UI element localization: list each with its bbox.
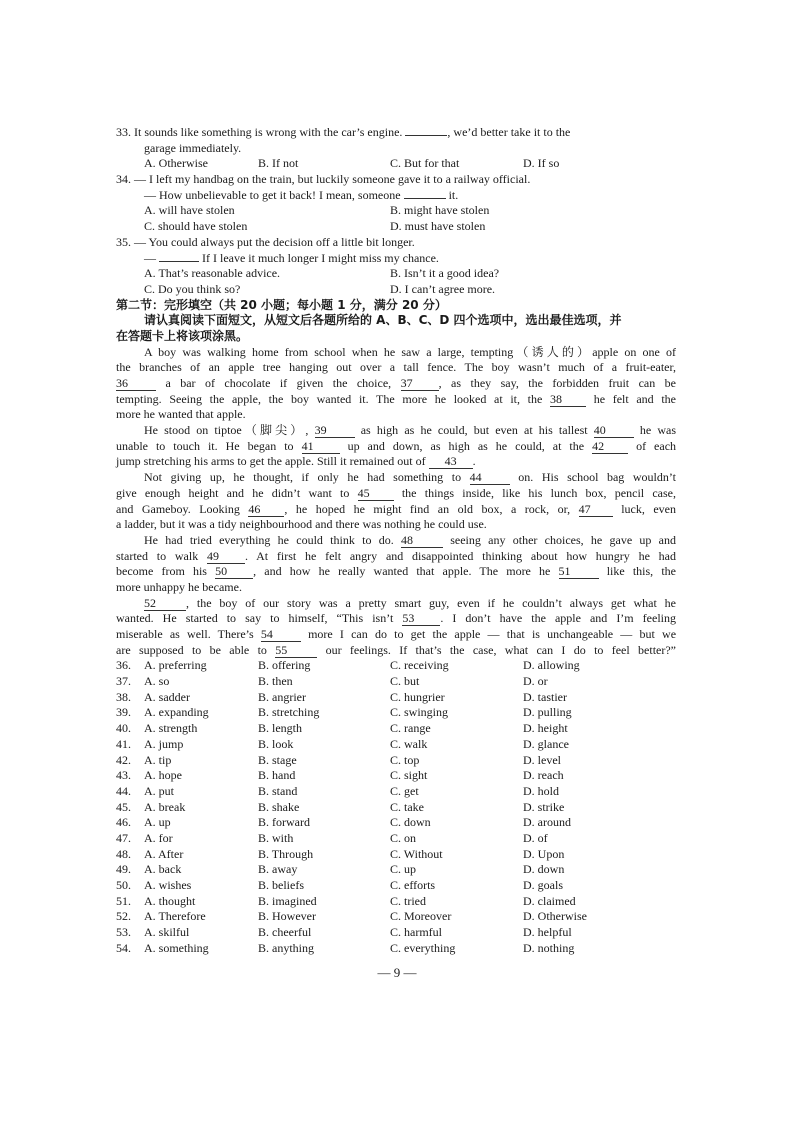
choice-option-b: B. stretching — [258, 705, 320, 720]
choice-number: 40. — [116, 721, 131, 736]
question-34: 34. — I left my handbag on the train, but luckily someone gave it to a railway official. — [116, 172, 531, 187]
choice-option-a: A. put — [144, 783, 174, 798]
question-33 — [116, 125, 676, 141]
choice-option-b: B. beliefs — [258, 878, 304, 892]
choice-option-c: C. tried — [390, 893, 426, 908]
choice-option-b: B. hand — [258, 768, 296, 783]
choice-option-a: A. tip — [144, 752, 172, 767]
blank-42: 42 — [592, 440, 628, 454]
choice-row — [116, 909, 676, 925]
choice-option-c: C. top — [390, 752, 420, 767]
choice-row — [116, 784, 676, 800]
option-d: D. If so — [523, 156, 560, 171]
blank-39: 39 — [315, 424, 355, 438]
choice-option-a: A. something — [144, 940, 209, 955]
option-b: B. might have stolen — [390, 203, 490, 218]
question-35-options — [116, 266, 676, 282]
blank-41: 41 — [302, 440, 340, 454]
choice-number: 41. — [116, 736, 131, 751]
blank-40: 40 — [594, 424, 634, 438]
passage-line: give enough height and he didn’t want to 45 the things inside, like his lunch box, pencil case, — [116, 485, 676, 500]
choice-option-b: B. Through — [258, 846, 314, 861]
choice-option-c: C. range — [390, 721, 431, 736]
choice-option-a: A. thought — [144, 893, 196, 908]
choice-option-a: A. wishes — [144, 878, 192, 892]
blank-50: 50 — [215, 565, 253, 579]
choice-option-d: D. Upon — [523, 846, 565, 861]
choice-option-c: C. swinging — [390, 705, 449, 720]
choice-row — [116, 705, 676, 721]
choice-option-b: B. offering — [258, 658, 311, 673]
choice-number: 45. — [116, 799, 131, 814]
choice-row — [116, 925, 676, 941]
choice-option-b: B. angrier — [258, 689, 306, 704]
choice-row — [116, 815, 676, 831]
choice-option-a: A. back — [144, 862, 182, 877]
choice-option-d: D. tastier — [523, 689, 567, 704]
passage-line: jump stretching his arms to get the apple. Still it remained out of 43 . — [116, 454, 476, 469]
passage-line: and Gameboy. Looking 46 , he hoped he might find an old box, a rock, or, 47 luck, even — [116, 501, 677, 516]
choice-option-c: C. on — [390, 830, 417, 845]
choice-number: 38. — [116, 689, 131, 704]
question-35-options — [116, 282, 676, 298]
blank-45: 45 — [358, 487, 394, 501]
section-instructions: 在答题卡上将该项涂黑。 — [116, 328, 249, 343]
question-35-line2: — If I leave it much longer I might miss my chance. — [144, 250, 439, 265]
choice-number: 42. — [116, 752, 131, 767]
choice-option-a: A. expanding — [144, 705, 209, 720]
choice-option-b: B. cheerful — [258, 925, 312, 940]
option-d: D. I can’t agree more. — [390, 281, 496, 296]
passage-line: more unhappy he became. — [116, 579, 242, 594]
choice-row — [116, 768, 676, 784]
passage-line: miserable as well. There’s 54 more I can do to get the apple — that is unchangeable — but we — [116, 627, 677, 641]
passage-line: unable to touch it. He began to 41 up and down, as high as he could, at the 42 of each — [116, 438, 677, 453]
choice-row — [116, 862, 676, 878]
choice-row — [116, 737, 676, 753]
choice-option-b: B. look — [258, 736, 294, 751]
choice-row — [116, 894, 676, 910]
choice-number: 39. — [116, 705, 131, 720]
choice-option-a: A. up — [144, 815, 171, 830]
choice-option-c: C. down — [390, 815, 431, 830]
option-a: A. Otherwise — [144, 156, 208, 171]
choice-option-d: D. goals — [523, 878, 563, 892]
choice-option-a: A. sadder — [144, 689, 190, 704]
choice-option-b: B. imagined — [258, 893, 317, 908]
choice-option-b: B. stand — [258, 783, 298, 798]
choice-number: 37. — [116, 674, 131, 689]
choice-option-a: A. for — [144, 830, 173, 845]
choice-number: 49. — [116, 862, 131, 877]
choice-number: 48. — [116, 846, 131, 861]
passage-line: a ladder, but it was a tidy neighbourhood and there was nothing he could use. — [116, 517, 487, 532]
choice-row — [116, 753, 676, 769]
passage-line: wanted. He started to say to himself, “This isn’t 53 . I don’t have the apple and I’m feeling — [116, 611, 676, 626]
choice-option-d: D. down — [523, 862, 565, 877]
choice-option-d: D. reach — [523, 768, 564, 783]
blank-52: 52 — [144, 597, 186, 611]
choice-option-b: B. shake — [258, 799, 300, 814]
passage-line: are supposed to be able to 55 our feelings. If that’s the case, what can I do to feel better?” — [116, 642, 677, 657]
choice-number: 46. — [116, 815, 131, 830]
passage-line: tempting. Seeing the apple, the boy wanted it. The more he looked at it, the 38 he felt and the — [116, 391, 677, 406]
blank-44: 44 — [470, 471, 510, 485]
option-d: D. must have stolen — [390, 219, 486, 234]
choice-row — [116, 658, 676, 674]
choice-option-a: A. skilful — [144, 925, 190, 940]
choice-number: 43. — [116, 768, 131, 783]
passage-line: He stood on tiptoe（脚尖）, 39 as high as he could, but even at his tallest 40 he was — [144, 423, 677, 438]
choice-number: 54. — [116, 940, 131, 955]
choice-option-b: B. forward — [258, 815, 310, 830]
choice-row — [116, 941, 676, 957]
question-text: 33. It sounds like something is wrong with the car’s engine. — [116, 125, 403, 139]
blank-38: 38 — [550, 393, 586, 407]
choice-option-a: A. strength — [144, 721, 198, 736]
choice-option-d: D. strike — [523, 799, 565, 814]
choice-option-a: A. After — [144, 846, 184, 861]
passage-line: Not giving up, he thought, if only he had something to 44 on. His school bag wouldn’t — [144, 470, 676, 485]
section-instructions: 请认真阅读下面短文，从短文后各题所给的 A、B、C、D 四个选项中，选出最佳选项，并 — [144, 313, 622, 328]
choice-option-d: D. Otherwise — [523, 909, 587, 924]
choice-option-a: A. hope — [144, 768, 182, 783]
choice-row — [116, 690, 676, 706]
choice-option-c: C. but — [390, 674, 420, 689]
choice-option-d: D. or — [523, 674, 548, 689]
choice-number: 51. — [116, 893, 131, 908]
option-b: B. Isn’t it a good idea? — [390, 266, 500, 281]
answer-blank — [404, 198, 446, 199]
choice-option-c: C. take — [390, 799, 424, 814]
choice-option-d: D. glance — [523, 736, 569, 751]
choice-option-c: C. everything — [390, 940, 456, 955]
choice-option-a: A. jump — [144, 736, 184, 751]
choice-option-b: B. with — [258, 830, 294, 845]
answer-blank — [159, 261, 199, 262]
choice-row — [116, 674, 676, 690]
option-c: C. should have stolen — [144, 219, 248, 234]
choice-option-d: D. around — [523, 815, 571, 830]
choice-option-d: D. claimed — [523, 893, 576, 908]
blank-55: 55 — [275, 644, 317, 658]
passage-line: started to walk 49 . At first he felt angry and disappointed thinking about how hungry he had — [116, 548, 676, 563]
choice-option-b: B. stage — [258, 752, 297, 767]
choice-option-b: B. length — [258, 721, 302, 736]
question-text: If I leave it much longer I might miss my chance. — [202, 250, 439, 265]
choice-option-d: D. height — [523, 721, 568, 736]
option-c: C. Do you think so? — [144, 281, 241, 296]
passage-line: become from his 50 , and how he really wanted that apple. The more he 51 like this, the — [116, 564, 676, 579]
choice-option-d: D. pulling — [523, 705, 572, 720]
blank-46: 46 — [248, 503, 284, 517]
choice-row — [116, 831, 676, 847]
choice-option-c: C. Moreover — [390, 909, 452, 924]
choice-row — [116, 800, 676, 816]
choice-option-d: D. nothing — [523, 940, 575, 955]
choices-list — [116, 658, 676, 956]
option-a: A. will have stolen — [144, 203, 235, 218]
choice-option-d: D. of — [523, 830, 548, 845]
passage-line: the branches of an apple tree hanging out over a tall fence. The boy wasn’t much of a fruit-eater, — [116, 360, 676, 375]
exam-content — [116, 125, 676, 956]
choice-option-d: D. allowing — [523, 658, 580, 673]
page-number: — 9 — — [377, 965, 417, 980]
blank-51: 51 — [559, 565, 599, 579]
choice-option-c: C. up — [390, 862, 417, 877]
question-text: it. — [448, 187, 459, 202]
blank-36: 36 — [116, 377, 156, 391]
blank-54: 54 — [261, 628, 301, 642]
option-c: C. But for that — [390, 156, 460, 171]
question-34-options — [116, 203, 676, 219]
choice-option-a: A. Therefore — [144, 909, 206, 924]
choice-option-a: A. break — [144, 799, 186, 814]
choice-option-d: D. hold — [523, 783, 559, 798]
choice-number: 47. — [116, 830, 131, 845]
blank-47: 47 — [579, 503, 613, 517]
choice-option-c: C. walk — [390, 736, 428, 751]
section-title: 第二节：完形填空（共 20 小题；每小题 1 分，满分 20 分） — [116, 297, 447, 312]
choice-option-c: C. efforts — [390, 878, 436, 892]
choice-number: 36. — [116, 658, 131, 673]
choice-option-b: B. However — [258, 909, 316, 924]
choice-number: 52. — [116, 909, 131, 924]
choice-option-c: C. sight — [390, 768, 428, 783]
question-34-options — [116, 219, 676, 235]
option-a: A. That’s reasonable advice. — [144, 266, 281, 281]
choice-option-c: C. Without — [390, 846, 443, 861]
question-text: garage immediately. — [144, 140, 242, 155]
choice-option-c: C. hungrier — [390, 689, 445, 704]
choice-option-d: D. level — [523, 752, 561, 767]
question-34-line2 — [116, 188, 676, 204]
question-text: — How unbelievable to get it back! I mean, someone — [144, 187, 401, 202]
choice-option-b: B. away — [258, 862, 298, 877]
question-35: 35. — You could always put the decision off a little bit longer. — [116, 234, 415, 249]
blank-48: 48 — [401, 534, 443, 548]
choice-number: 50. — [116, 878, 131, 892]
passage-line: 36 a bar of chocolate if given the choice, 37 , as they say, the forbidden fruit can be — [116, 376, 676, 390]
choice-option-c: C. harmful — [390, 925, 442, 940]
blank-37: 37 — [401, 377, 439, 391]
choice-option-a: A. so — [144, 674, 170, 689]
choice-row — [116, 721, 676, 737]
passage-line: 52 , the boy of our story was a pretty smart guy, even if he couldn’t always get what he — [144, 595, 676, 610]
passage-line: more he wanted that apple. — [116, 407, 246, 422]
choice-option-c: C. get — [390, 783, 419, 798]
choice-number: 44. — [116, 783, 131, 798]
choice-option-c: C. receiving — [390, 658, 449, 673]
passage-line: He had tried everything he could think to do. 48 seeing any other choices, he gave up and — [144, 532, 676, 547]
choice-number: 53. — [116, 925, 131, 940]
question-33-options — [116, 156, 676, 172]
option-b: B. If not — [258, 156, 299, 171]
question-text: , we’d better take it to the — [447, 125, 571, 139]
choice-row — [116, 847, 676, 863]
passage-line: A boy was walking home from school when he saw a large, tempting（诱人的）apple on one of — [144, 344, 676, 359]
blank-49: 49 — [207, 550, 245, 564]
choice-row — [116, 878, 676, 894]
blank-43: 43 — [429, 455, 473, 469]
choice-option-d: D. helpful — [523, 925, 572, 940]
choice-option-b: B. then — [258, 674, 293, 689]
choice-option-a: A. preferring — [144, 658, 207, 673]
choice-option-b: B. anything — [258, 940, 314, 955]
blank-53: 53 — [402, 612, 440, 626]
answer-blank — [405, 135, 447, 136]
